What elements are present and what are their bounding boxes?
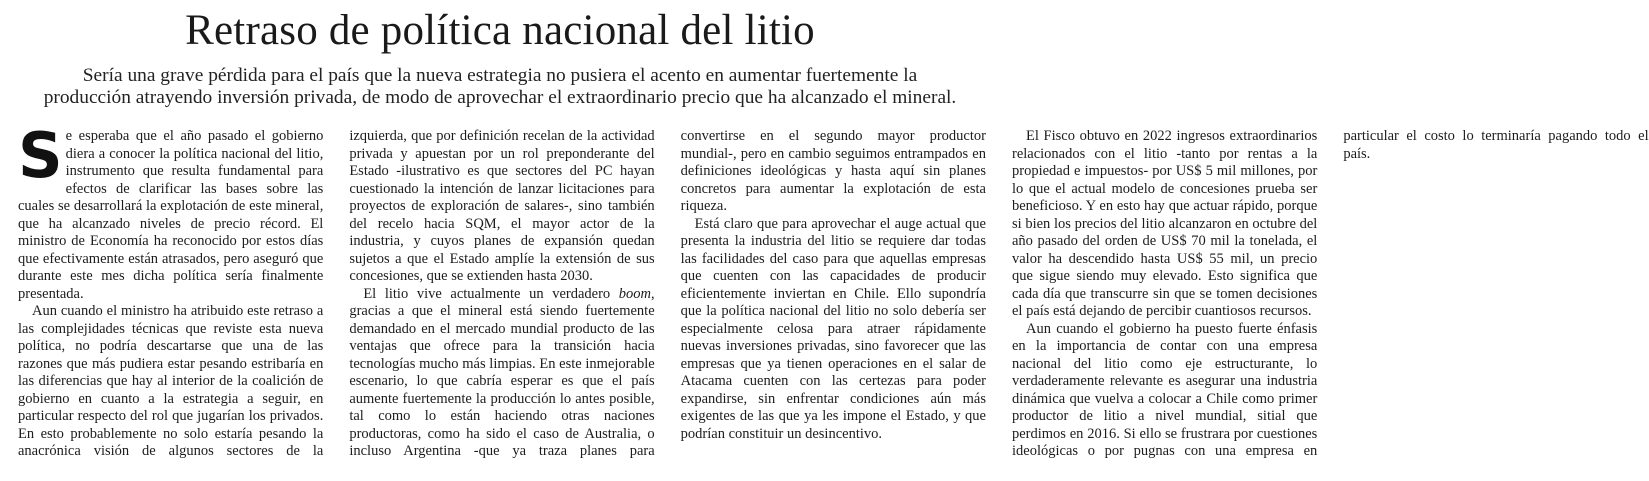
headline: Retraso de política nacional del litio [185,7,815,54]
paragraph-5: El Fisco obtuvo en 2022 ingresos extraordinarios relacionados con el litio -tanto por rentas a la propiedad e impuestos- por US$ 5 mil millones, por lo que el actual modelo de concesiones prueba ser beneficioso. Y en esto hay que actuar rápido, porque si bien los precios del litio alcanzaron en octubre del año pasado del orden de US$ 70 mil la tonelada, el valor ha descendido hasta US$ 55 mil, un precio que sigue siendo muy elevado. Esto significa que cada día que transcurre sin que se tomen decisiones el país está dejando de percibir cuantiosos recursos. [1011,128,1318,319]
paragraph-6: Aun cuando el gobierno ha puesto fuerte énfasis en la importancia de contar con una empresa nacional del litio como eje estructurante, lo verdaderamente relevante es asegurar una industria dinámica que vuelva a colocar a Chile como primer productor de litio a nivel mundial, sitial que perdimos en 2016. Si ello se frustrara por cuestiones ideológicas o por pugnas con una empresa en particular el costo lo terminaría pagando todo el país. [1011,128,1649,459]
paragraph-1 [18,119,324,303]
paragraph-3-emphasis: boom [618,285,652,302]
drop-cap: S [18,119,63,192]
deck-subtitle: Sería una grave pérdida para el país que la nueva estrategia no pusiera el acento en aumentar fuertemente la producción atrayendo inversión privada, de modo de aprovechar el extraordinario precio que ha alcanzado el mineral. [43,65,957,108]
paragraph-3-text-b: , gracias a que el mineral está siendo fuertemente demandado en el mercado mundial producto de las ventajas que ofrece para la transición hacia tecnologías mucho más limpias. En este inmejorable escenario, lo que cabría esperar es que el país aumente fuertemente la producción lo antes posible, tal como lo están haciendo otras naciones productoras, como ha sido el caso de Australia, o incluso Argentina -que ya traza planes para convertirse en el segundo mayor productor mundial-, pero en cambio seguimos entrampados en definiciones ideológicas y hasta aquí sin planes concretos para aumentar la explotación de esta riqueza. [349,128,986,459]
paragraph-2: Aun cuando el ministro ha atribuido este retraso a las complejidades técnicas que reviste esta nueva política, no podría descartarse que una de las razones que más pudiera estar pesando estribaría en las diferencias que hay al interior de la coalición de gobierno en cuanto a la estrategia a seguir, en particular respecto del rol que jugarían los privados. En esto probablemente no solo estaría pesando la anacrónica visión de algunos sectores de la izquierda, que por definición recelan de la actividad privada y apuestan por un rol preponderante del Estado -ilustrativo es que sectores del PC hayan cuestionado la intención de lanzar licitaciones para proyectos de exploración de salares-, sino también del recelo hacia SQM, el mayor actor de la industria, y cuyos planes de expansión quedan sujetos a que el Estado amplíe la extensión de sus concesiones, que se extienden hasta 2030. [18,128,655,459]
paragraph-4: Está claro que para aprovechar el auge actual que presenta la industria del litio se requiere dar todas las facilidades del caso para que aquellas empresas que cuenten con las capacidades de producir eficientemente inviertan en Chile. Ello supondría que la política nacional del litio no solo debería ser especialmente celosa para atraer rápidamente nuevas inversiones privadas, sino favorecer que las empresas que ya tienen operaciones en el salar de Atacama cuenten con las certezas para poder expandirse, sin enfrentar condiciones aún más exigentes de las que ya les impone el Estado, y que podrían constituir un desincentivo. [680,215,986,442]
article-body [18,119,1649,476]
paragraph-3-text-a: El litio vive actualmente un verdadero [363,285,619,302]
paragraph-1-text: e esperaba que el año pasado el gobierno diera a conocer la política nacional del litio, instrumento que resulta fundamental para efectos de clarificar las bases sobre las cuales se desarrollará la explotación de este mineral, que ha alcanzado niveles de precio récord. El ministro de Economía ha reconocido por estos días que efectivamente están atrasados, pero aseguró que durante este mes dicha política sería finalmente presentada. [18,128,324,302]
